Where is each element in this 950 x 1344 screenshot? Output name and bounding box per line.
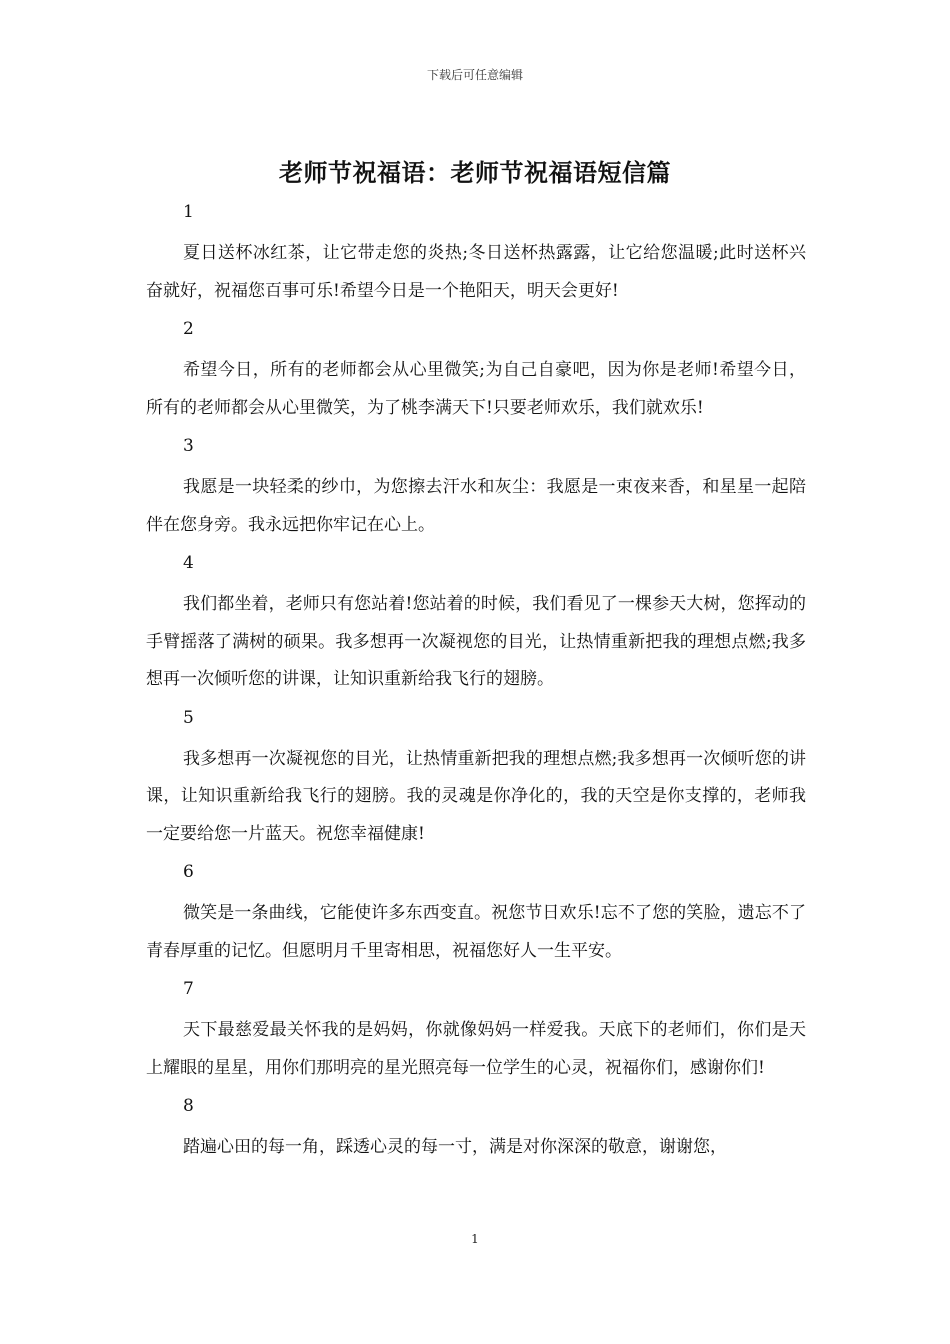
entry-text: 踏遍心田的每一角，踩透心灵的每一寸，满是对你深深的敬意，谢谢您， bbox=[183, 1137, 727, 1157]
page-header-note: 下载后可任意编辑 bbox=[426, 68, 523, 82]
entry-2 bbox=[146, 315, 806, 427]
entry-number: 7 bbox=[183, 979, 194, 999]
entry-number: 5 bbox=[183, 707, 194, 728]
entry-6 bbox=[146, 858, 806, 970]
entry-number: 4 bbox=[183, 553, 194, 573]
entry-text: 我们都坐着，老师只有您站着!您站着的时候，我们看见了一棵参天大树，您挥动的手臂摇落了满树的硕果。我多想再一次凝视您的目光，让热情重新把我的理想点燃;我多想再一次倾听您的讲课，让知识重新给我飞行的翅膀。 bbox=[146, 594, 806, 689]
entry-number: 3 bbox=[183, 436, 194, 456]
entry-text: 我多想再一次凝视您的目光，让热情重新把我的理想点燃;我多想再一次倾听您的讲课，让知识重新给我飞行的翅膀。我的灵魂是你净化的，我的天空是你支撑的，老师我一定要给您一片蓝天。祝您幸福健康! bbox=[146, 748, 806, 844]
entry-number: 6 bbox=[183, 862, 194, 882]
document-title: 老师节祝福语：老师节祝福语短信篇 bbox=[279, 158, 671, 187]
entry-text: 我愿是一块轻柔的纱巾，为您擦去汗水和灰尘：我愿是一束夜来香，和星星一起陪伴在您身旁。我永远把你牢记在心上。 bbox=[146, 477, 806, 535]
entry-number: 2 bbox=[183, 319, 194, 339]
entry-1 bbox=[146, 198, 806, 310]
entry-5 bbox=[146, 704, 806, 854]
entry-number: 8 bbox=[183, 1096, 194, 1116]
document-body bbox=[146, 198, 806, 1172]
page-number: 1 bbox=[471, 1232, 479, 1246]
entry-number: 1 bbox=[183, 202, 194, 222]
entry-4 bbox=[146, 549, 806, 699]
entry-text: 夏日送杯冰红茶，让它带走您的炎热;冬日送杯热露露，让它给您温暖;此时送杯兴奋就好，祝福您百事可乐!希望今日是一个艳阳天，明天会更好! bbox=[146, 243, 806, 301]
entry-text: 微笑是一条曲线，它能使许多东西变直。祝您节日欢乐!忘不了您的笑脸，遗忘不了青春厚重的记忆。但愿明月千里寄相思，祝福您好人一生平安。 bbox=[146, 903, 806, 961]
entry-text: 天下最慈爱最关怀我的是妈妈，你就像妈妈一样爱我。天底下的老师们，你们是天上耀眼的星星，用你们那明亮的星光照亮每一位学生的心灵，祝福你们，感谢你们! bbox=[146, 1020, 806, 1078]
entry-text: 希望今日，所有的老师都会从心里微笑;为自己自豪吧，因为你是老师!希望今日，所有的老师都会从心里微笑，为了桃李满天下!只要老师欢乐，我们就欢乐! bbox=[146, 360, 806, 418]
entry-3 bbox=[146, 432, 806, 544]
entry-8 bbox=[146, 1092, 806, 1167]
entry-7 bbox=[146, 975, 806, 1087]
